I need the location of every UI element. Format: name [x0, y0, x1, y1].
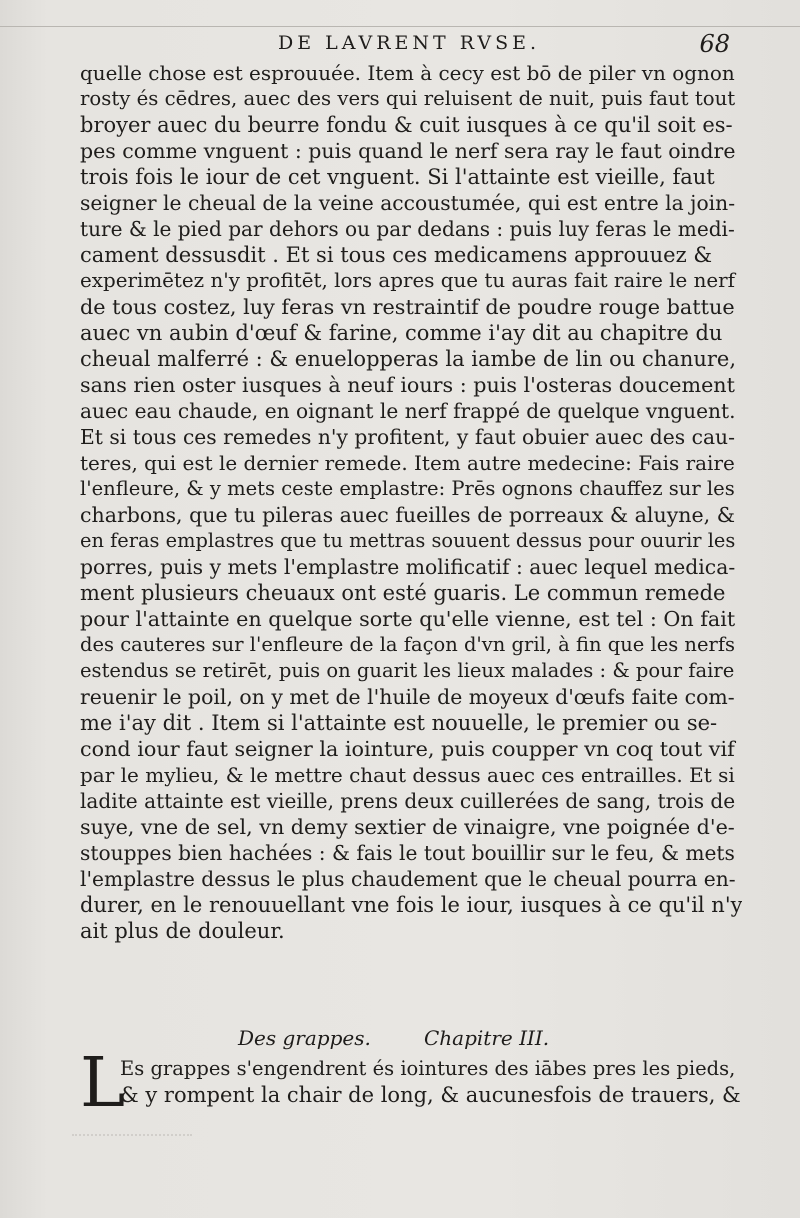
text-line: cond iour faut seigner la iointure, puis coupper vn coq tout vif	[80, 737, 735, 761]
text-line: me i'ay dit . Item si l'attainte est nouuelle, le premier ou se-	[80, 711, 718, 735]
text-line: porres, puis y mets l'emplastre molificatif : auec lequel medica-	[80, 555, 736, 579]
text-line: estendus se retirēt, puis on guarit les lieux malades : & pour faire	[80, 659, 735, 682]
running-head: DE LAVRENT RVSE.	[278, 32, 541, 54]
text-line: & y rompent la chair de long, & aucunesfois de trauers, &	[120, 1083, 741, 1107]
text-line: teres, qui est le dernier remede. Item autre medecine: Fais raire	[80, 451, 735, 475]
text-line: stouppes bien hachées : & fais le tout bouillir sur le feu, & mets	[80, 841, 735, 865]
text-line: reuenir le poil, on y met de l'huile de moyeux d'œufs faite com-	[80, 685, 735, 709]
text-line: ait plus de douleur.	[80, 919, 285, 943]
page-header	[0, 28, 800, 60]
text-line: broyer auec du beurre fondu & cuit iusques à ce qu'il soit es-	[80, 113, 733, 137]
text-line: cheual malferré : & enuelopperas la iambe de lin ou chanure,	[80, 347, 737, 371]
text-line: ment plusieurs cheuaux ont esté guaris. Le commun remede	[80, 581, 726, 605]
text-line: Et si tous ces remedes n'y profitent, y faut obuier auec des cau-	[80, 425, 735, 449]
text-line: charbons, que tu pileras auec fueilles de porreaux & aluyne, &	[80, 503, 736, 527]
text-line: en feras emplastres que tu mettras souuent dessus pour ouurir les	[80, 529, 736, 552]
text-line: quelle chose est esprouuée. Item à cecy est bō de piler vn ognon	[80, 61, 735, 85]
text-line: cament dessusdit . Et si tous ces medicamens approuuez &	[80, 243, 713, 267]
page-top-rule	[0, 26, 800, 27]
text-line: Es grappes s'engendrent és iointures des iābes pres les pieds,	[120, 1057, 736, 1080]
text-line: pour l'attainte en quelque sorte qu'elle vienne, est tel : On fait	[80, 607, 736, 631]
text-line: auec vn aubin d'œuf & farine, comme i'ay dit au chapitre du	[80, 321, 723, 345]
bleed-through-mark	[72, 1120, 192, 1136]
drop-cap-letter: L	[80, 1044, 126, 1123]
text-line: ture & le pied par dehors ou par dedans : puis luy feras le medi-	[80, 217, 735, 241]
text-line: ladite attainte est vieille, prens deux cuillerées de sang, trois de	[80, 789, 736, 813]
text-line: sans rien oster iusques à neuf iours : puis l'osteras doucement	[80, 373, 735, 397]
text-line: auec eau chaude, en oignant le nerf frappé de quelque vnguent.	[80, 399, 736, 423]
chapter-text-block	[120, 1056, 742, 1108]
text-line: trois fois le iour de cet vnguent. Si l'attainte est vieille, faut	[80, 165, 715, 189]
main-text-block	[80, 60, 742, 944]
text-line: l'enfleure, & y mets ceste emplastre: Prēs ognons chauffez sur les	[80, 477, 735, 500]
text-line: l'emplastre dessus le plus chaudement que le cheual pourra en-	[80, 867, 736, 891]
text-line: suye, vne de sel, vn demy sextier de vinaigre, vne poignée d'e-	[80, 815, 735, 839]
chapter-title: Des grappes.	[238, 1026, 371, 1050]
text-line: par le mylieu, & le mettre chaut dessus auec ces entrailles. Et si	[80, 763, 735, 787]
text-line: durer, en le renouuellant vne fois le iour, iusques à ce qu'il n'y	[80, 893, 742, 917]
text-line: rosty és cēdres, auec des vers qui reluisent de nuit, puis faut tout	[80, 87, 736, 110]
text-line: pes comme vnguent : puis quand le nerf sera ray le faut oindre	[80, 139, 736, 163]
chapter-number: Chapitre III.	[424, 1026, 550, 1050]
text-line: des cauteres sur l'enfleure de la façon d'vn gril, à fin que les nerfs	[80, 633, 736, 656]
text-line: de tous costez, luy feras vn restraintif de poudre rouge battue	[80, 295, 735, 319]
text-line: seigner le cheual de la veine accoustumée, qui est entre la join-	[80, 191, 736, 215]
text-line: experimētez n'y profitēt, lors apres que tu auras fait raire le nerf	[80, 269, 736, 292]
page-number: 68	[699, 30, 730, 58]
